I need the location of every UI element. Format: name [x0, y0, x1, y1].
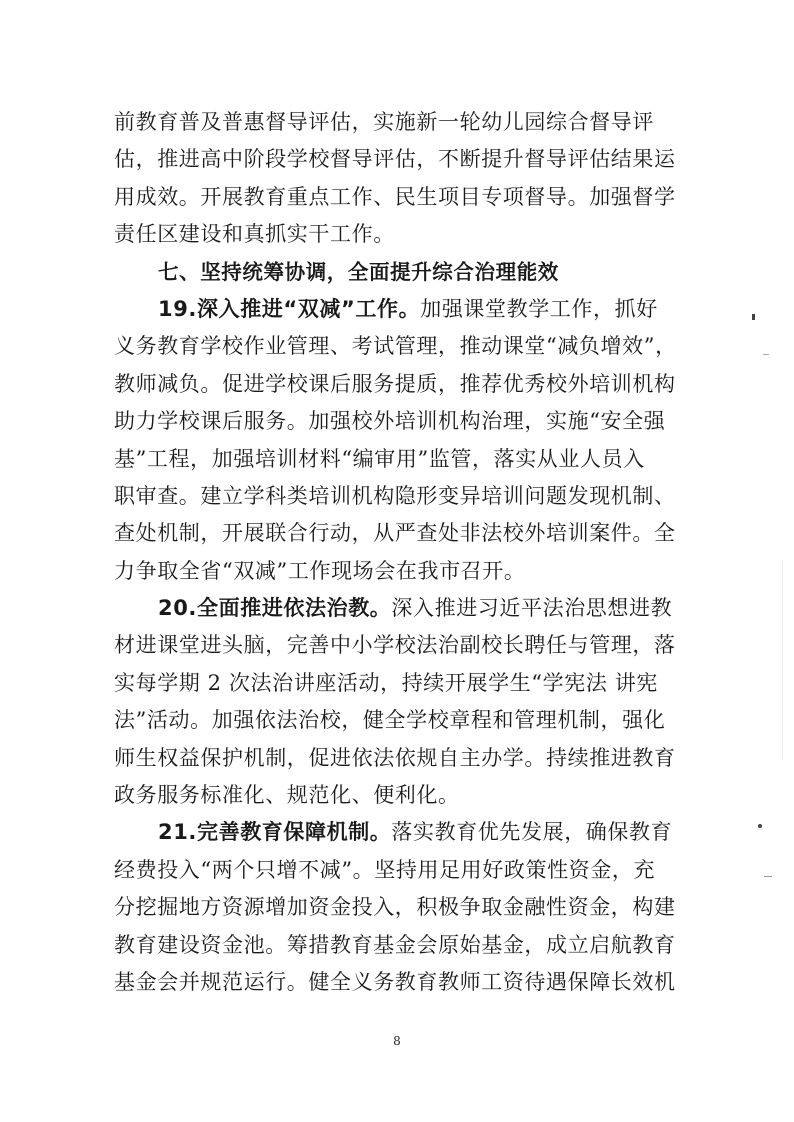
text-line: 材进课堂进头脑，完善中小学校法治副校长聘任与管理，落	[114, 633, 676, 658]
text-line: 师生权益保护机制，促进依法依规自主办学。持续推进教育	[114, 745, 676, 770]
scan-mark	[764, 876, 772, 877]
item-19-lead-line	[114, 291, 680, 328]
text-line: 分挖掘地方资源增加资金投入，积极争取金融性资金，构建	[114, 895, 676, 920]
text-line: 法”活动。加强依法治校，健全学校章程和管理机制，强化	[114, 708, 666, 733]
text-line: 教师减负。促进学校课后服务提质，推荐优秀校外培训机构	[114, 371, 676, 396]
item-21-text: 落实教育优先发展，确保教育	[391, 820, 673, 845]
text-line: 责任区建设和真抓实干工作。	[114, 222, 395, 247]
text-line: 职审查。建立学科类培训机构隐形变异培训问题发现机制、	[114, 483, 676, 508]
text-line: 前教育普及普惠督导评估，实施新一轮幼儿园综合督导评	[114, 110, 654, 134]
item-21-lead-line	[114, 814, 680, 851]
text-line: 助力学校课后服务。加强校外培训机构治理，实施“安全强	[114, 409, 666, 434]
item-21-title: 21.完善教育保障机制。	[158, 820, 392, 845]
text-line: 估，推进高中阶段学校督导评估，不断提升督导评估结果运	[114, 147, 676, 172]
scan-mark	[782, 560, 783, 760]
text-line: 教育建设资金池。筹措教育基金会原始基金，成立启航教育	[114, 932, 676, 957]
item-20-title: 20.全面推进依法治教。	[158, 596, 392, 621]
item-20-text: 深入推进习近平法治思想进教	[391, 596, 673, 621]
item-20-lead-line	[114, 590, 680, 627]
text-line: 基”工程，加强培训材料“编审用”监管，落实从业人员入	[114, 446, 645, 471]
document-body	[114, 104, 680, 1001]
item-19-title: 19.深入推进“双减”工作。	[158, 296, 421, 321]
scan-mark	[763, 354, 769, 355]
text-line: 义务教育学校作业管理、考试管理，推动课堂“减负增效”，	[114, 334, 677, 359]
text-line: 基金会并规范运行。健全义务教育教师工资待遇保障长效机	[114, 969, 676, 994]
item-19-text: 加强课堂教学工作，抓好	[420, 296, 658, 321]
text-line: 实每学期 2 次法治讲座活动，持续开展学生“学宪法 讲宪	[114, 670, 658, 695]
section-heading: 七、坚持统筹协调，全面提升综合治理能效	[158, 259, 559, 284]
text-line: 用成效。开展教育重点工作、民生项目专项督导。加强督学	[114, 184, 676, 209]
page-number: 8	[393, 1034, 401, 1048]
text-line: 政务服务标准化、规范化、便利化。	[114, 783, 460, 808]
text-line: 力争取全省“双减”工作现场会在我市召开。	[114, 558, 526, 583]
scan-mark	[752, 314, 755, 320]
text-line: 查处机制，开展联合行动，从严查处非法校外培训案件。全	[114, 521, 676, 546]
scan-mark	[758, 824, 762, 828]
text-line: 经费投入“两个只增不减”。坚持用足用好政策性资金，充	[114, 857, 656, 882]
